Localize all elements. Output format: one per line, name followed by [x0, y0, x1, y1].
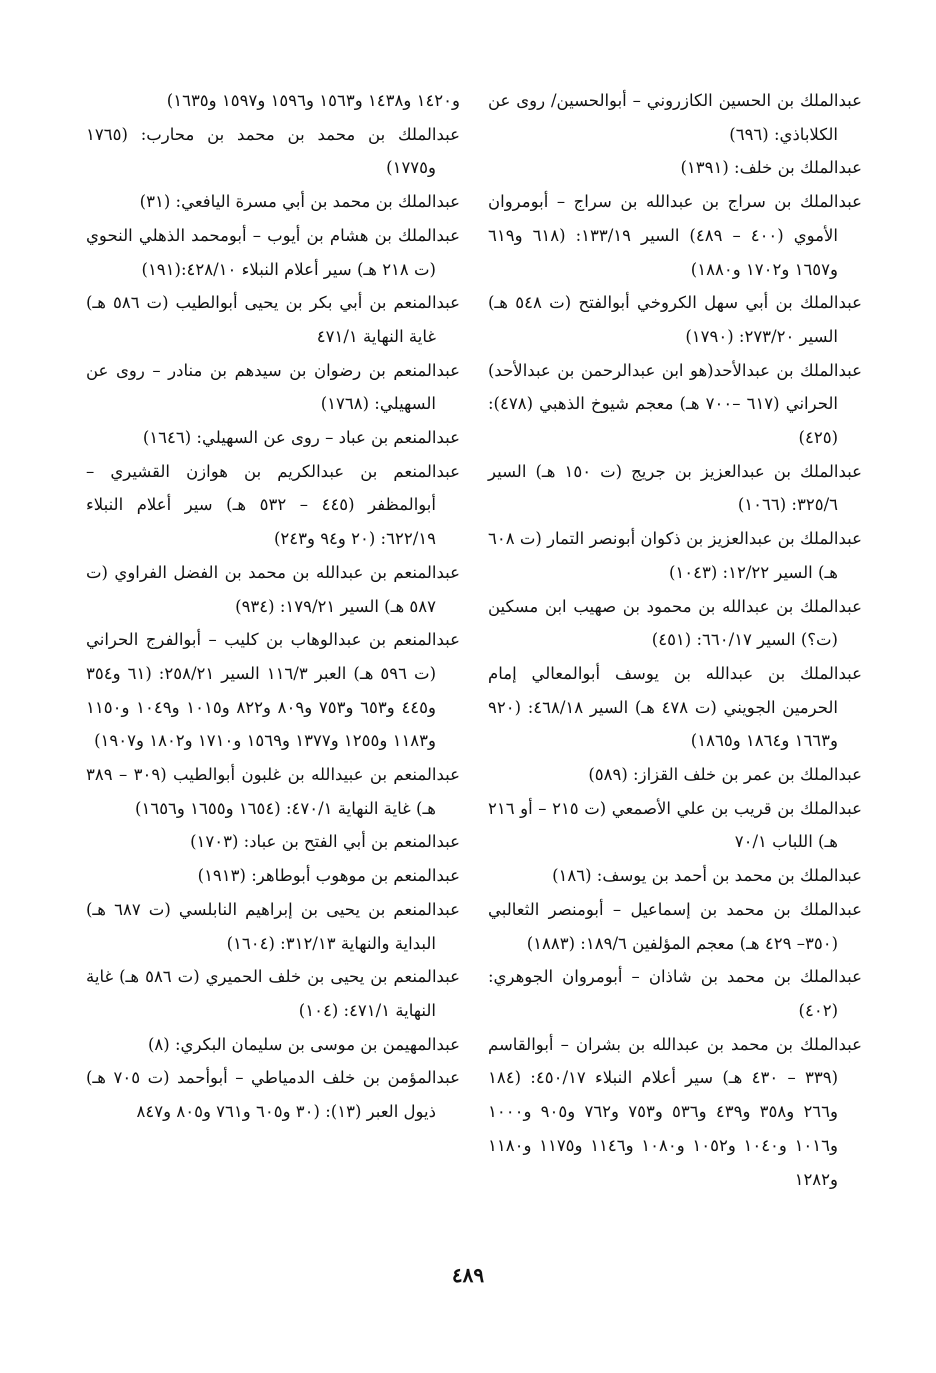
index-entry: عبدالملك بن عبدالعزيز بن جريج (ت ١٥٠ هـ) السير ٣٢٥/٦: (١٠٦٦) — [488, 461, 862, 515]
index-entry: عبدالمنعم بن أبي الفتح بن عباد: (١٧٠٣) — [190, 832, 460, 852]
index-entry: عبدالمؤمن بن خلف الدمياطي – أبوأحمد (ت ٧٠٥ هـ) ذيول العبر (١٣): (٣٠ و٦٠٥ و٧٦١ و٨٠٥ و٨٤٧ — [86, 1068, 460, 1122]
index-entry: عبدالمهيمن بن موسى بن سليمان البكري: (٨) — [147, 1034, 460, 1054]
index-entry: عبدالملك بن الحسين الكازروني – أبوالحسين/ روى عن الكلاباذي: (٦٩٦) — [488, 91, 862, 144]
index-entry: عبدالمنعم بن عبيدالله بن غلبون أبوالطيب (٣٠٩ – ٣٨٩ هـ) غاية النهاية ٤٧٠/١: (١٦٥٤ و١٦٥٥ و١٦٥٦) — [86, 765, 460, 818]
index-entry: عبدالملك بن محمد بن إسماعيل – أبومنصر الثعالبي (٣٥٠– ٤٢٩ هـ) معجم المؤلفين ١٨٩/٦: (١٨٨٣) — [488, 899, 862, 953]
index-column-right — [488, 84, 862, 1196]
index-entry: عبدالملك بن عمر بن خلف القزاز: (٥٨٩) — [588, 765, 862, 785]
index-entry: عبدالملك بن محمد بن أبي مسرة اليافعي: (٣١) — [139, 192, 460, 212]
index-entry: عبدالملك بن قريب بن علي الأصمعي (ت ٢١٥ – أو ٢١٦ هـ) اللباب ٧٠/١ — [488, 798, 862, 852]
index-entry: عبدالملك بن عبدالأحد(هو ابن عبدالرحمن بن عبدالأحد) الحراني (٦١٧ –٧٠٠ هـ) معجم شيوخ الذهبي (٤٧٨): (٤٢٥) — [488, 360, 862, 448]
index-entry: عبدالملك بن محمد بن عبدالله بن بشران – أبوالقاسم (٣٣٩ – ٤٣٠ هـ) سير أعلام النبلاء ٤٥٠/١٧: (١٨٤ و٢٦٦ و٣٥٨ و٤٣٩ و٥٣٦ و٧٥٣ و٧٦٢ و٩٠٥ و١٠٠٠ و١٠١٦ و١٠٤٠ و١٠٥٢ و١٠٨٠ و١١٤٦ و١١٧٥ و١١٨٠ و١٢٨٢ — [488, 1034, 862, 1189]
index-entry: عبدالمنعم بن عبدالله بن محمد بن الفضل الفراوي (ت ٥٨٧ هـ) السير ١٧٩/٢١: (٩٣٤) — [86, 562, 460, 616]
index-entry: عبدالملك بن محمد بن محمد بن محارب: (١٧٦٥ و١٧٧٥) — [86, 124, 460, 178]
index-entry: عبدالملك بن هشام بن أيوب – أبومحمد الذهلي النحوي (ت ٢١٨ هـ) سير أعلام النبلاء ٤٢٨/١٠:(١٩١) — [86, 225, 460, 279]
index-entry: عبدالملك بن سراج بن عبدالله بن سراج – أبومروان الأموي (٤٠٠ – ٤٨٩) السير ١٣٣/١٩: (٦١٨ و٦١٩ و١٦٥٧ و١٧٠٢ و١٨٨٠) — [488, 192, 862, 279]
index-entry: عبدالمنعم بن يحيى بن إبراهيم النابلسي (ت ٦٨٧ هـ) البداية والنهاية ٣١٢/١٣: (١٦٠٤) — [86, 899, 460, 953]
index-entry: و١٤٢٠ و١٤٣٨ و١٥٦٣ و١٥٩٦ و١٥٩٧ و١٦٣٥) — [166, 91, 460, 110]
index-entry: عبدالملك بن عبدالعزيز بن ذكوان أبونصر التمار (ت ٦٠٨ هـ) السير ١٢/٢٢: (١٠٤٣) — [488, 529, 862, 582]
index-entry: عبدالمنعم بن رضوان بن سيدهم بن منادر – روى عن السهيلي: (١٧٦٨) — [86, 360, 460, 414]
index-entry: عبدالمنعم بن موهوب أبوطاهر: (١٩١٣) — [197, 866, 460, 886]
index-entry: عبدالمنعم بن يحيى بن خلف الحميري (ت ٥٨٦ هـ) غاية النهاية ٤٧١/١: (١٠٤) — [86, 967, 461, 1020]
index-entry: عبدالمنعم بن عبدالوهاب بن كليب – أبوالفرج الحراني (ت ٥٩٦ هـ) العبر ١١٦/٣ السير ٢٥٨/٢١: (٦١ و٣٥٤ و٤٤٥ و٦٥٣ و٧٥٣ و٨٠٩ و٨٢٢ و١٠١٥ و١٠٤٩ و١١٥٠ و١١٨٣ و١٢٥٥ و١٣٧٧ و١٥٦٩ و١٧١٠ و١٨٠٢ و١٩٠٧) — [86, 630, 460, 751]
index-entry: عبدالمنعم بن عباد – روى عن السهيلي: (١٦٤٦) — [142, 428, 460, 448]
index-column-left — [86, 84, 460, 1129]
index-entry: عبدالملك بن محمد بن أحمد بن يوسف: (١٨٦) — [552, 866, 862, 886]
index-entry: عبدالملك بن عبدالله بن يوسف أبوالمعالي إمام الحرمين الجويني (ت ٤٧٨ هـ) السير ٤٦٨/١٨: (٩٢٠ و١٦٦٣ و١٨٦٤ و١٨٦٥) — [488, 663, 862, 751]
index-entry: عبدالملك بن أبي سهل الكروخي أبوالفتح (ت ٥٤٨ هـ) السير ٢٧٣/٢٠: (١٧٩٠) — [488, 293, 863, 346]
page-number: ٤٨٩ — [451, 1263, 485, 1287]
index-entry: عبدالمنعم بن عبدالكريم بن هوازن القشيري – أبوالمظفر (٤٤٥ – ٥٣٢ هـ) سير أعلام النبلاء ٦٢٢/١٩: (٢٠ و٩٤ و٢٤٣) — [86, 461, 460, 549]
index-entry: عبدالملك بن عبدالله بن محمود بن صهيب ابن مسكين (ت؟) السير ٦٦٠/١٧: (٤٥١) — [488, 596, 862, 650]
index-entry: عبدالمنعم بن أبي بكر بن يحيى أبوالطيب (ت ٥٨٦ هـ) غاية النهاية ٤٧١/١ — [86, 293, 461, 346]
index-entry: عبدالملك بن خلف: (١٣٩١) — [680, 158, 862, 178]
index-entry: عبدالملك بن محمد بن شاذان – أبومروان الجوهري: (٤٠٢) — [488, 967, 862, 1020]
